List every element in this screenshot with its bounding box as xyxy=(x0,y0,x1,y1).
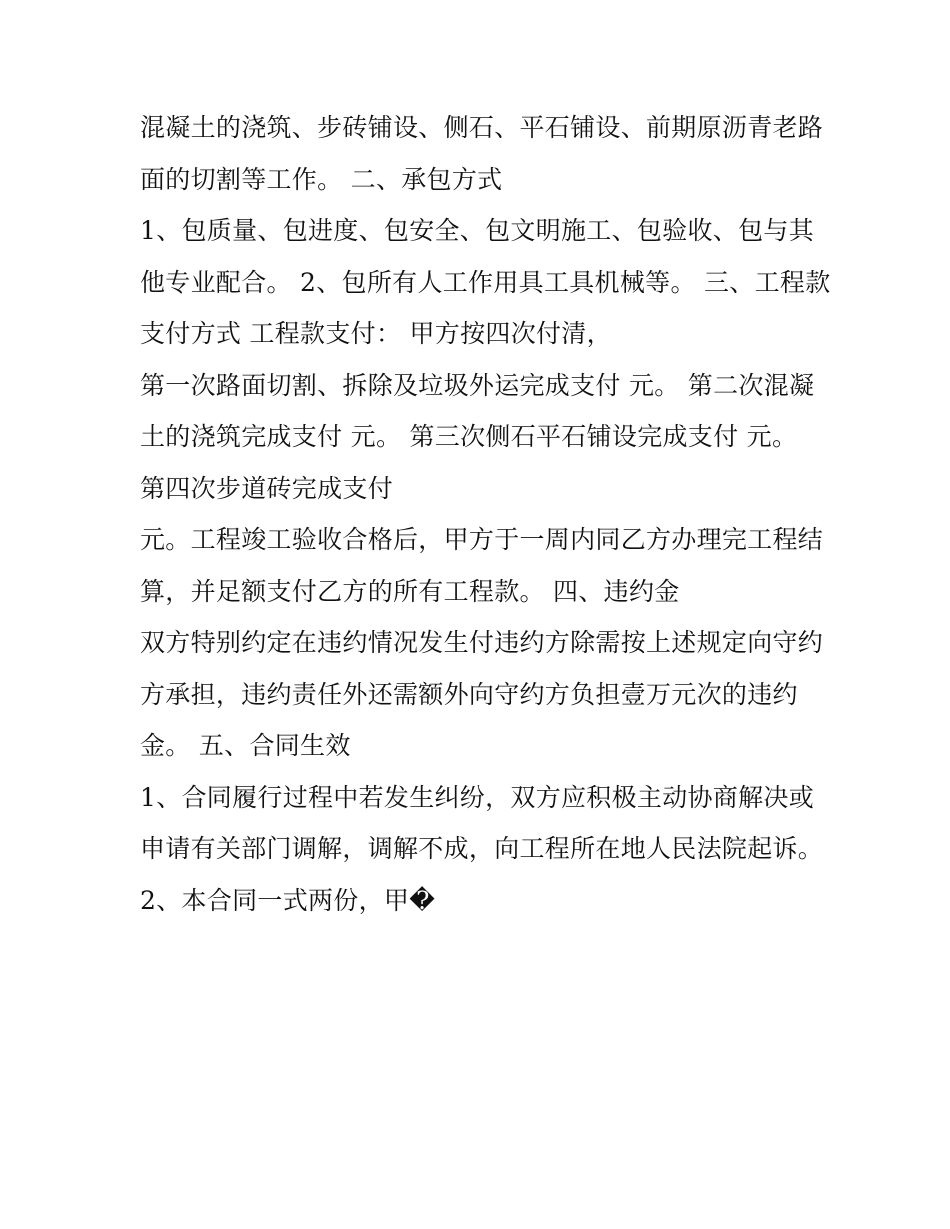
text-line: 申请有关部门调解，调解不成，向工程所在地人民法院起诉。 xyxy=(140,834,824,863)
text-line: 第四次步道砖完成支付 xyxy=(140,473,394,503)
text-line: 元。工程竣工验收合格后，甲方于一周内同乙方办理完工程结 xyxy=(140,525,824,554)
text-line: 混凝土的浇筑、步砖铺设、侧石、平石铺设、前期原沥青老路 xyxy=(140,113,824,142)
document-body xyxy=(140,102,830,926)
text-line: 支付方式 工程款支付： 甲方按四次付清， xyxy=(140,319,612,348)
text-line: 金。 五、合同生效 xyxy=(140,731,351,760)
text-line: 他专业配合。 2、包所有人工作用具工具机械等。 三、工程款 xyxy=(140,267,831,297)
text-line: 方承担，违约责任外还需额外向守约方负担壹万元次的违约 xyxy=(140,679,798,709)
text-line: 2、本合同一式两份，甲� xyxy=(140,885,436,915)
text-line: 土的浇筑完成支付 元。 第三次侧石平石铺设完成支付 元。 xyxy=(140,422,798,451)
text-line: 1、合同履行过程中若发生纠纷，双方应积极主动协商解决或 xyxy=(140,782,815,812)
text-line: 面的切割等工作。 二、承包方式 xyxy=(140,164,503,194)
text-line: 第一次路面切割、拆除及垃圾外运完成支付 元。 第二次混凝 xyxy=(140,370,815,400)
text-line: 1、包质量、包进度、包安全、包文明施工、包验收、包与其 xyxy=(140,216,815,245)
text-line: 算，并足额支付乙方的所有工程款。 四、违约金 xyxy=(140,576,680,606)
text-line: 双方特别约定在违约情况发生付违约方除需按上述规定向守约 xyxy=(140,628,824,657)
